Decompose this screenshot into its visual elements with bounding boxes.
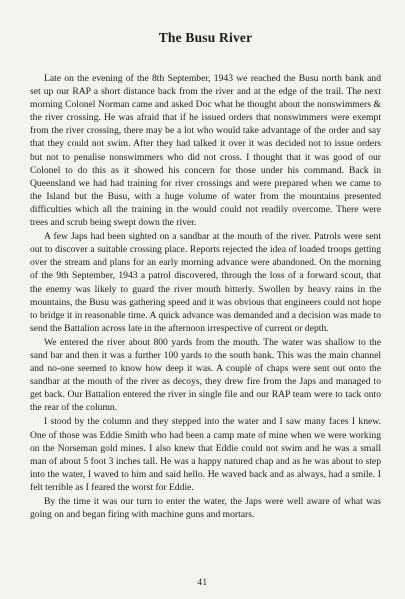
body-text xyxy=(30,72,381,521)
page-title: The Busu River xyxy=(158,30,253,45)
paragraph-1: Late on the evening of the 8th September, 1943 we reached the Busu north bank and set up our RAP a short distance back from the river and at the edge of the trail. The next morning Colonel Norman came and asked Doc what he thought about the nonswimmers & the river crossing. He was afraid that if he issued orders that nonswimmers were exempt from the river crossing, there may be a lot who would take advantage of the order and say that they could not swim. After they had talked it over it was decided not to issue orders but not to penalise nonswimmers who did not cross. I thought that it was good of our Colonel to do this as it showed his concern for those under his command. Back in Queensland we had had training for river crossings and were prepared when we came to the Island but the Busu, with a huge volume of water from the mountains presented difficulties which all the training in the would could not readily overcome. There were trees and scrub being swept down the river. xyxy=(30,73,381,229)
paragraph-4: I stood by the column and they stepped into the water and I saw many faces I knew. One of those was Eddie Smith who had been a camp mate of mine when we were working on the Norseman gold mines. I also knew that Eddie could not swim and he was a small man of about 5 foot 3 inches tall. He was a happy natured chap and as he was about to step into the water, I waved to him and said hello. He waved back and as always, had a smile. I felt terrible as I feared the worst for Eddie. xyxy=(30,416,381,493)
page-number: 41 xyxy=(197,577,208,587)
paragraph-3: We entered the river about 800 yards from the mouth. The water was shallow to the sand bar and then it was a further 100 yards to the south bank. This was the main channel and no-one seemed to know how deep it was. A couple of chaps were sent out onto the sandbar at the mouth of the river as decoys, they drew fire from the Japs and managed to get back. Our Battalion entered the river in single file and our RAP team were to tack onto the rear of the column. xyxy=(30,336,381,414)
paragraph-2: A few Japs had been sighted on a sandbar at the mouth of the river. Patrols were sent out to discover a suitable crossing place. Reports rejected the idea of loaded troops getting over the stream and plans for an early morning advance were abandoned. On the morning of the 9th September, 1943 a patrol discovered, through the loss of a forward scout, that the enemy was likely to guard the river mouth bitterly. Swollen by heavy rains in the mountains, the Busu was gathering speed and it was obvious that engineers could not hope to bridge it in reasonable time. A quick advance was demanded and a decision was made to send the Battalion across late in the afternoon irrespective of current or depth. xyxy=(30,231,381,334)
paragraph-5: By the time it was our turn to enter the water, the Japs were well aware of what was going on and began firing with machine guns and mortars. xyxy=(30,496,381,521)
